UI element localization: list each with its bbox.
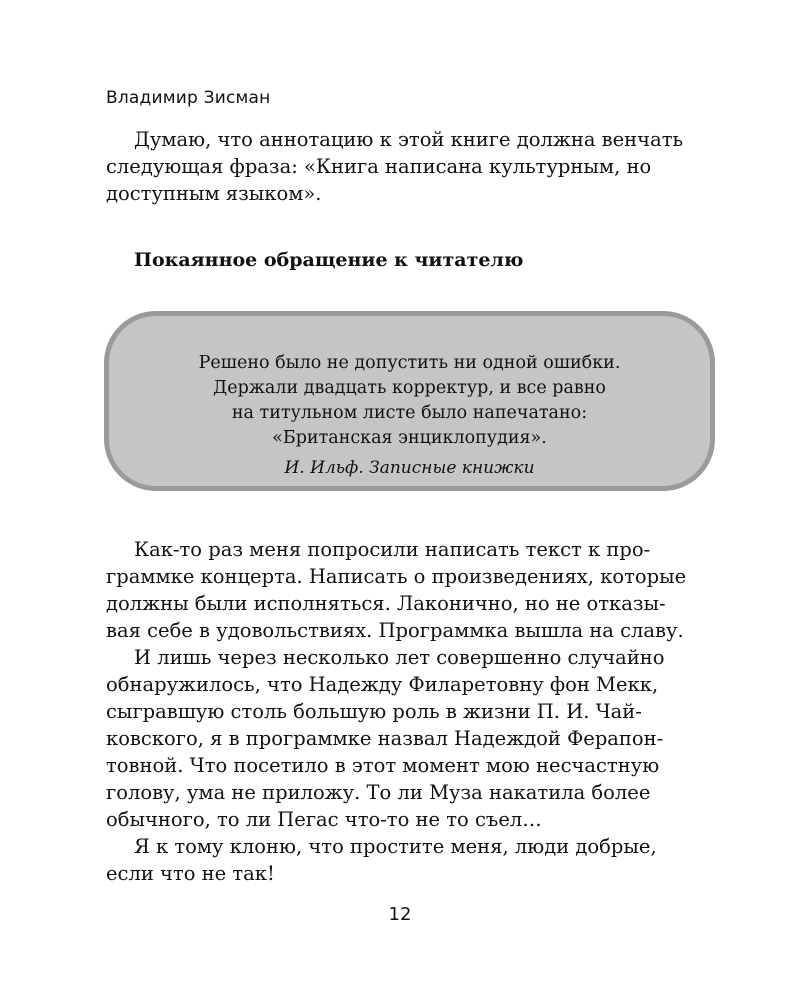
text-line: сыгравшую столь большую роль в жизни П. И. Чай- bbox=[106, 700, 642, 723]
text-line: следующая фраза: «Книга написана культурным, но bbox=[106, 155, 652, 178]
body-text bbox=[106, 536, 706, 887]
text-line: Думаю, что аннотацию к этой книге должна венчать bbox=[134, 128, 684, 151]
epigraph-line: Держали двадцать корректур, и все равно bbox=[213, 378, 606, 398]
text-line: ковского, я в программке назвал Надеждой Ферапон- bbox=[106, 727, 664, 750]
text-line: доступным языком». bbox=[106, 182, 322, 205]
epigraph-quote bbox=[109, 351, 710, 451]
text-line: граммке концерта. Написать о произведениях, которые bbox=[106, 565, 687, 588]
text-line: обнаружилось, что Надежду Филаретовну фон Мекк, bbox=[106, 673, 659, 696]
text-line: голову, ума не приложу. То ли Муза накатила более bbox=[106, 781, 651, 804]
text-line: вая себе в удовольствиях. Программка вышла на славу. bbox=[106, 619, 684, 642]
epigraph-line: Решено было не допустить ни одной ошибки. bbox=[198, 353, 621, 373]
text-line: обычного, то ли Пегас что-то не то съел… bbox=[106, 808, 542, 831]
text-line: Как-то раз меня попросили написать текст к про- bbox=[134, 538, 651, 561]
running-head-author: Владимир Зисман bbox=[106, 88, 271, 108]
section-heading: Покаянное обращение к читателю bbox=[134, 249, 524, 271]
epigraph-line: на титульном листе было напечатано: bbox=[231, 403, 588, 423]
epigraph-source: И. Ильф. Записные книжки bbox=[284, 458, 535, 478]
text-line: должны были исполняться. Лаконично, но не отказы- bbox=[106, 592, 666, 615]
epigraph-box bbox=[104, 311, 715, 491]
text-line: И лишь через несколько лет совершенно случайно bbox=[134, 646, 665, 669]
text-line: товной. Что посетило в этот момент мою несчастную bbox=[106, 754, 660, 777]
intro-paragraph bbox=[106, 126, 706, 207]
text-line: если что не так! bbox=[106, 862, 275, 885]
epigraph-line: «Британская энциклопудия». bbox=[272, 428, 547, 448]
text-line: Я к тому клоню, что простите меня, люди добрые, bbox=[134, 835, 657, 858]
page-number: 12 bbox=[388, 904, 412, 925]
